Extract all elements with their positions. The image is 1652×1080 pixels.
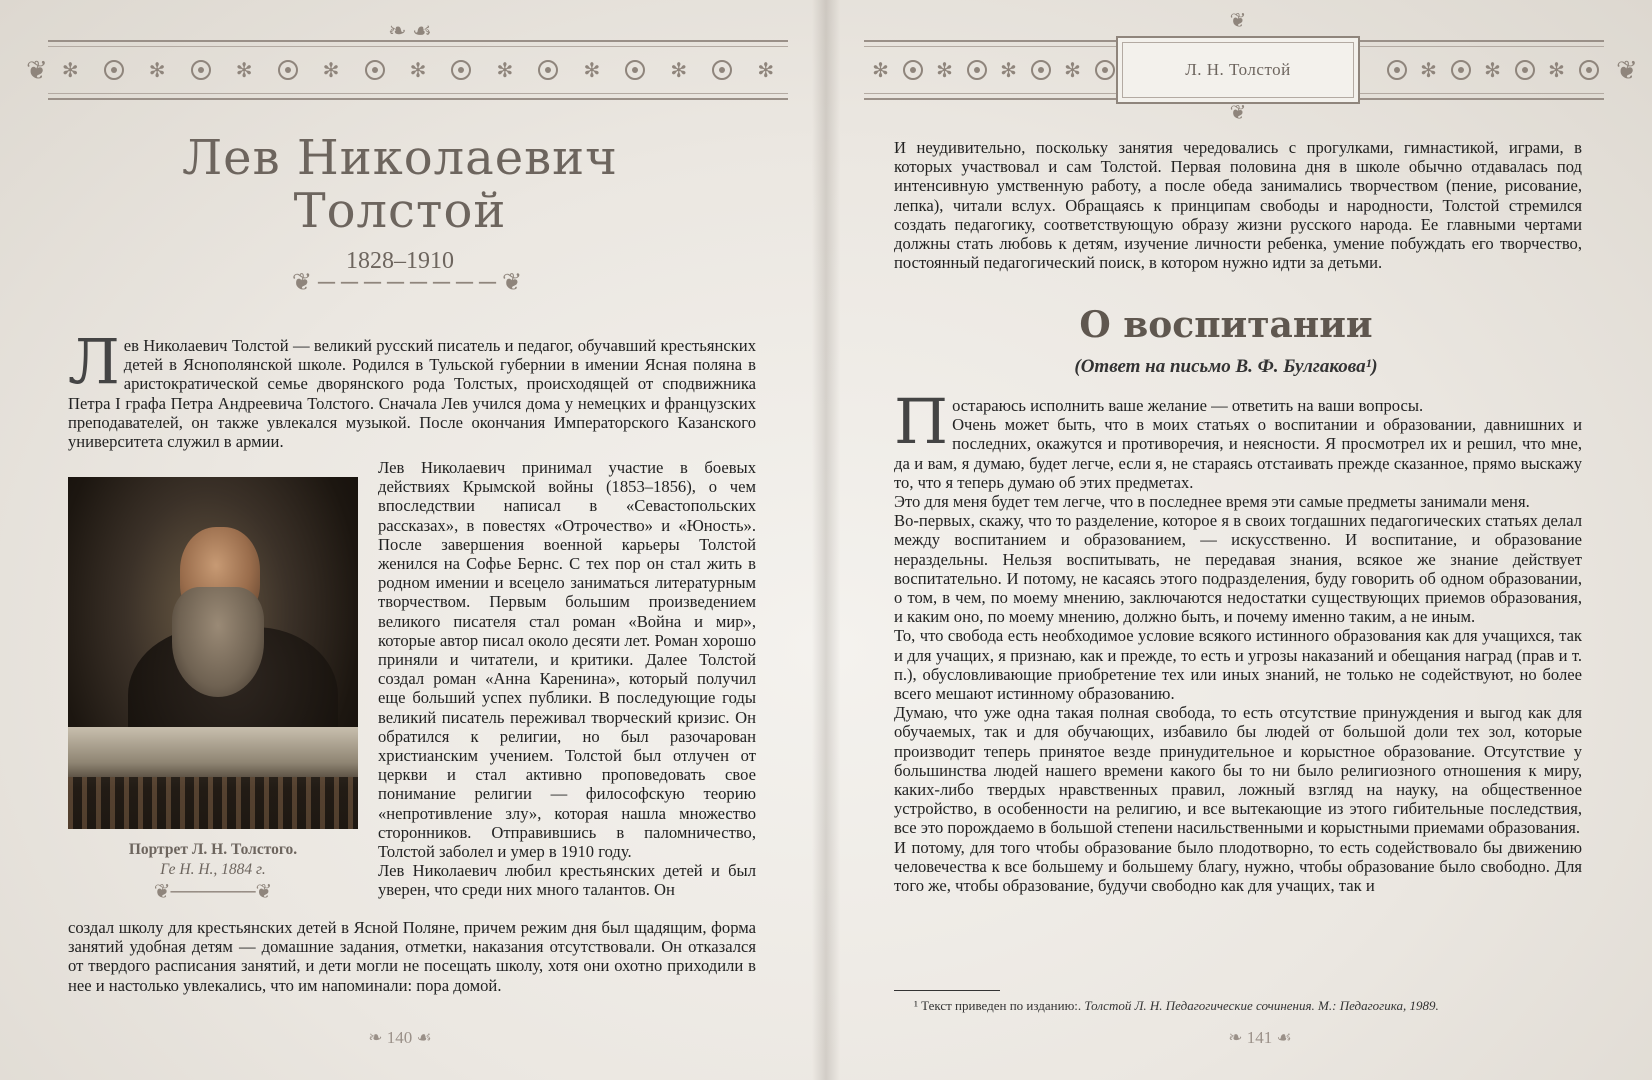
caption-title: Портрет Л. Н. Толстого.: [128, 841, 298, 858]
running-head-text: Л. Н. Толстой: [1185, 60, 1291, 79]
letter-paragraph-3: Это для меня будет тем легче, что в последнее время эти самые предметы занимали меня.: [894, 492, 1530, 512]
letter-paragraph-6: Думаю, что уже одна такая полная свобода, то есть отсутствие принуждения и выгод как для обучаемых, так и для обучающих, избавило бы людей от большой доли тех зол, которые производит теперь принятое везде принудительное и корыстное образование. Отсутствие у большинства людей нашего времени какого бы то ни было религиозного отношения к миру, каких-либо твердых нравственных правил, ложный взгляд на науку, на общественное устройство, в особенности на религию, и все вытекающие из этого гибительные последствия, все это порождаемо в большой степени насильственными и корыстными приемами образования.: [894, 703, 1582, 838]
asterisk-ornament-icon: ✻: [583, 59, 601, 82]
band-flourish-right: ❦: [1616, 56, 1638, 85]
dropcap-letter: Л: [68, 325, 120, 398]
page-number-right: ❧ 141 ☙: [1228, 1028, 1292, 1047]
caption-source: Ге Н. Н., 1884 г.: [160, 861, 266, 878]
header-ornament-band: [48, 40, 788, 100]
biography-column: [378, 458, 756, 900]
intro-text: ев Николаевич Толстой — великий русский писатель и педагог, обучавший крестьянских детей в Яснополянской школе. Родился в Тульской губернии в имении Ясная поляна в аристократической семье дворянского рода Толстых, происходящей от сподвижника Петра I графа Петра Андреевича Толстого. Сначала Лев учился дома у немецких и французских преподавателей, он также увлекался музыкой. После окончания Императорского Казанского университета служил в армии.: [68, 336, 756, 452]
caption-flourish-icon: ❦──────❦: [153, 881, 273, 903]
intro-continuation: И неудивительно, поскольку занятия чередовались с прогулками, гимнастикой, играми, в которых участвовал и сам Толстой. Первая половина дня в школе обычно отдавалась под интенсивную умственную работу, а после обеда занимались творчеством (пение, рисование, лепка), читали вслух. Обращаясь к принципам свободы и народности, Толстой стремился создать педагогику, соответствующую образу жизни русского народа. Ее главными чертами должны стать любовь к детям, изучение личности ребенка, умение побуждать его творчество, постоянный педагогический поиск, в котором нужно идти за детьми.: [894, 138, 1582, 273]
dropcap-letter-right: П: [894, 385, 949, 458]
asterisk-ornament-icon: ✻: [235, 59, 253, 82]
asterisk-ornament-icon: ✻: [496, 59, 514, 82]
running-head: [1116, 36, 1360, 104]
ring-ornament-icon: [625, 60, 645, 80]
right-page: [826, 0, 1652, 1080]
ring-ornament-icon: [104, 60, 124, 80]
school-paragraph: [68, 918, 756, 995]
section-subtitle: (Ответ на письмо В. Ф. Булгакова¹): [1074, 356, 1378, 377]
top-flourish-icon: ❧ ☙: [388, 18, 432, 43]
letter-paragraph-7: И потому, для того чтобы образование было плодотворно, то есть содействовало бы движению человечества к все большему и большему благу, нужно, чтобы образование было свободно. Для того же, чтобы образование, будучи свободно как для учащих, так и: [894, 837, 1582, 896]
life-years: 1828–1910: [346, 248, 454, 274]
asterisk-ornament-icon: ✻: [322, 59, 340, 82]
ring-ornament-icon: [191, 60, 211, 80]
section-title: О воспитании: [1079, 304, 1373, 346]
asterisk-ornament-icon: ✻: [757, 59, 775, 82]
letter-paragraph-1: остараюсь исполнить ваше желание — ответить на ваши вопросы.: [952, 396, 1424, 415]
letter-paragraph-4: Во-первых, скажу, что то разделение, которое я в своих тогдашних педагогических статьях делал между воспитанием и образованием, — искусственно. И воспитание, и образование нераздельны. Нельзя воспитывать, не передавая знания, всякое же знание действует воспитательно. И потому, не касаясь этого подразделения, буду говорить об одном образовании, о том, в чем, по моему мнению, заключаются недостатки существующих приемов образования, и каким оно, по моему мнению, должно быть, и почему именно таким, а не иным.: [894, 511, 1582, 627]
tolstoy-portrait-image: [68, 477, 358, 829]
footnote-prefix: ¹ Текст приведен по изданию:.: [914, 998, 1085, 1013]
ring-ornament-icon: [712, 60, 732, 80]
asterisk-ornament-icon: ✻: [670, 59, 688, 82]
ribbon-top-flourish-icon: ❦: [1229, 10, 1247, 32]
ring-ornament-icon: [365, 60, 385, 80]
title-flourish-icon: ❦────────❦: [291, 270, 529, 296]
footnote-rule: [894, 990, 1000, 991]
page-number-left: ❧ 140 ☙: [368, 1028, 432, 1047]
biography-paragraph: Лев Николаевич принимал участие в боевых действиях Крымской войны (1853–1856), о чем впоследствии написал в «Севастопольских рассказах», в повестях «Отрочество» и «Юность». После завершения военной карьеры Толстой женился на Софье Бернс. С тех пор он стал жить в родном имении и всецело заниматься литературным творчеством. Первым большим произведением великого писателя стал роман «Война и мир», которые автор писал около десяти лет. Роман хорошо приняли и читатели, и критики. Далее Толстой создал роман «Анна Каренина», который получил еще больший успех публики. В последующие годы великий писатель переживал творческий кризис. Он обратился к религии, но был разочарован христианским учением. Толстой был отлучен от церкви и стал активно проповедовать свое понимание религии — философскую теорию «непротивление злу», которая нашла множество сторонников. Отправившись в паломничество, Толстой заболел и умер в 1910 году.: [378, 458, 756, 862]
footnote: [914, 998, 1439, 1014]
letter-paragraph-5: То, что свобода есть необходимое условие всякого истинного образования как для учащихся, так и для учащих, я признаю, как и прежде, то есть и угрозы наказаний и обещания наград (прав и т. п.), обусловливающие приобретение тех или иных знаний, не только не содействуют, но более всего мешают истинному образованию.: [894, 626, 1582, 704]
letter-paragraph-2: Очень может быть, что в моих статьях о воспитании и образовании, давнишних и последних, окажутся и противоречия, и неясности. Я просмотрел их и решил, что мне, да и вам, я думаю, будет легче, если я, не стараясь отстаивать прежде сказанное, прямо выскажу то, что я теперь думаю об этих предметах.: [894, 415, 1582, 492]
ribbon-bottom-flourish-icon: ❦: [1229, 102, 1247, 124]
school-paragraph-start: Лев Николаевич любил крестьянских детей и был уверен, что среди них много талантов. Он: [378, 861, 756, 900]
band-flourish-left: ❦: [26, 56, 48, 85]
asterisk-ornament-icon: ✻: [148, 59, 166, 82]
page-title-line2: Толстой: [293, 183, 507, 239]
asterisk-ornament-icon: ✻: [409, 59, 427, 82]
letter-text: [894, 385, 1582, 896]
header-ornament-band-right: ✻ ✻ ✻ ✻ ✻ ✻ ✻: [864, 40, 1604, 100]
page-title-line1: Лев Николаевич: [182, 130, 618, 186]
ring-ornament-icon: [451, 60, 471, 80]
footnote-source: Толстой Л. Н. Педагогические сочинения. М.: Педагогика, 1989.: [1084, 998, 1439, 1013]
intro-paragraph: [68, 325, 756, 452]
ring-ornament-icon: [538, 60, 558, 80]
portrait-caption: [68, 840, 358, 902]
asterisk-ornament-icon: ✻: [61, 59, 79, 82]
ring-ornament-icon: [278, 60, 298, 80]
school-paragraph-rest: создал школу для крестьянских детей в Ясной Поляне, причем режим дня был щадящим, форма занятий удобная детям — домашние задания, отметки, наказания отсутствовали. Он отказался от твердого расписания занятий, и дети могли не посещать школу, хотя они охотно приходили в нее и настолько увлекались, что им напоминали: пора домой.: [68, 918, 756, 995]
